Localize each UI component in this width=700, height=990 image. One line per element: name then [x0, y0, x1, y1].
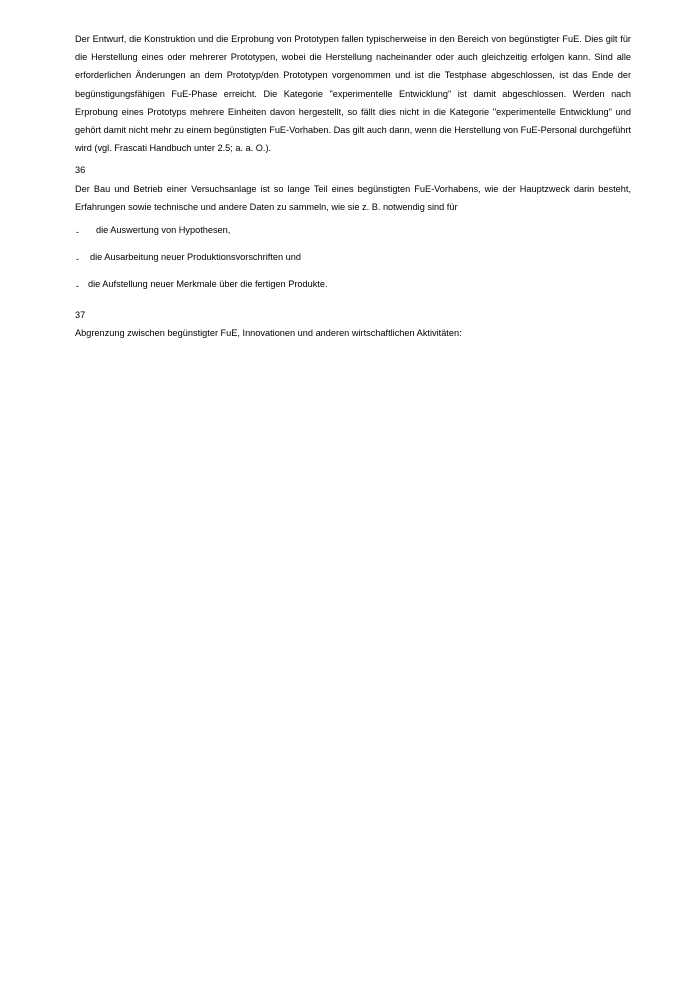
list-item	[75, 248, 631, 275]
list-item-text: die Aufstellung neuer Merkmale über die fertigen Produkte.	[88, 279, 328, 290]
dash-bullet-icon: -	[76, 227, 79, 238]
list-item	[75, 275, 631, 302]
dash-bullet-icon: -	[76, 254, 79, 265]
margin-number-36: 36	[75, 165, 86, 176]
margin-number-37: 37	[75, 310, 86, 321]
document-page	[75, 30, 631, 342]
list-item	[75, 221, 631, 248]
list-item-text: die Ausarbeitung neuer Produktionsvorschriften und	[90, 252, 301, 263]
paragraph-prototypes: Der Entwurf, die Konstruktion und die Erprobung von Prototypen fallen typischerweise in den Bereich von begünstigter FuE. Dies gilt für die Herstellung eines oder mehrerer Prototypen, wobei die Herstellung nacheinander oder auch gleichzeitig erfolgen kann. Sind alle erforderlichen Änderungen an dem Prototyp/den Prototypen vorgenommen und ist die Testphase abgeschlossen, ist das Ende der begünstigungsfähigen FuE-Phase erreicht. Die Kategorie "experimentelle Entwicklung" ist damit abgeschlossen. Werden nach Erprobung eines Prototyps mehrere Einheiten davon hergestellt, so fällt dies nicht in die Kategorie "experimentelle Entwicklung" und gehört damit nicht mehr zu einem begünstigten FuE-Vorhaben. Das gilt auch dann, wenn die Herstellung von FuE-Personal durchgeführt wird (vgl. Frascati Handbuch unter 2.5; a. a. O.).	[75, 34, 631, 154]
dash-bullet-icon: -	[76, 281, 79, 292]
list-item-text: die Auswertung von Hypothesen,	[96, 225, 231, 236]
purpose-list	[75, 221, 631, 302]
paragraph-delimitation: Abgrenzung zwischen begünstigter FuE, Innovationen und anderen wirtschaftlichen Aktivitäten:	[75, 328, 462, 339]
paragraph-pilot-plant: Der Bau und Betrieb einer Versuchsanlage ist so lange Teil eines begünstigten FuE-Vorhabens, wie der Hauptzweck darin besteht, Erfahrungen sowie technische und andere Daten zu sammeln, wie sie z. B. notwendig sind für	[75, 183, 631, 212]
